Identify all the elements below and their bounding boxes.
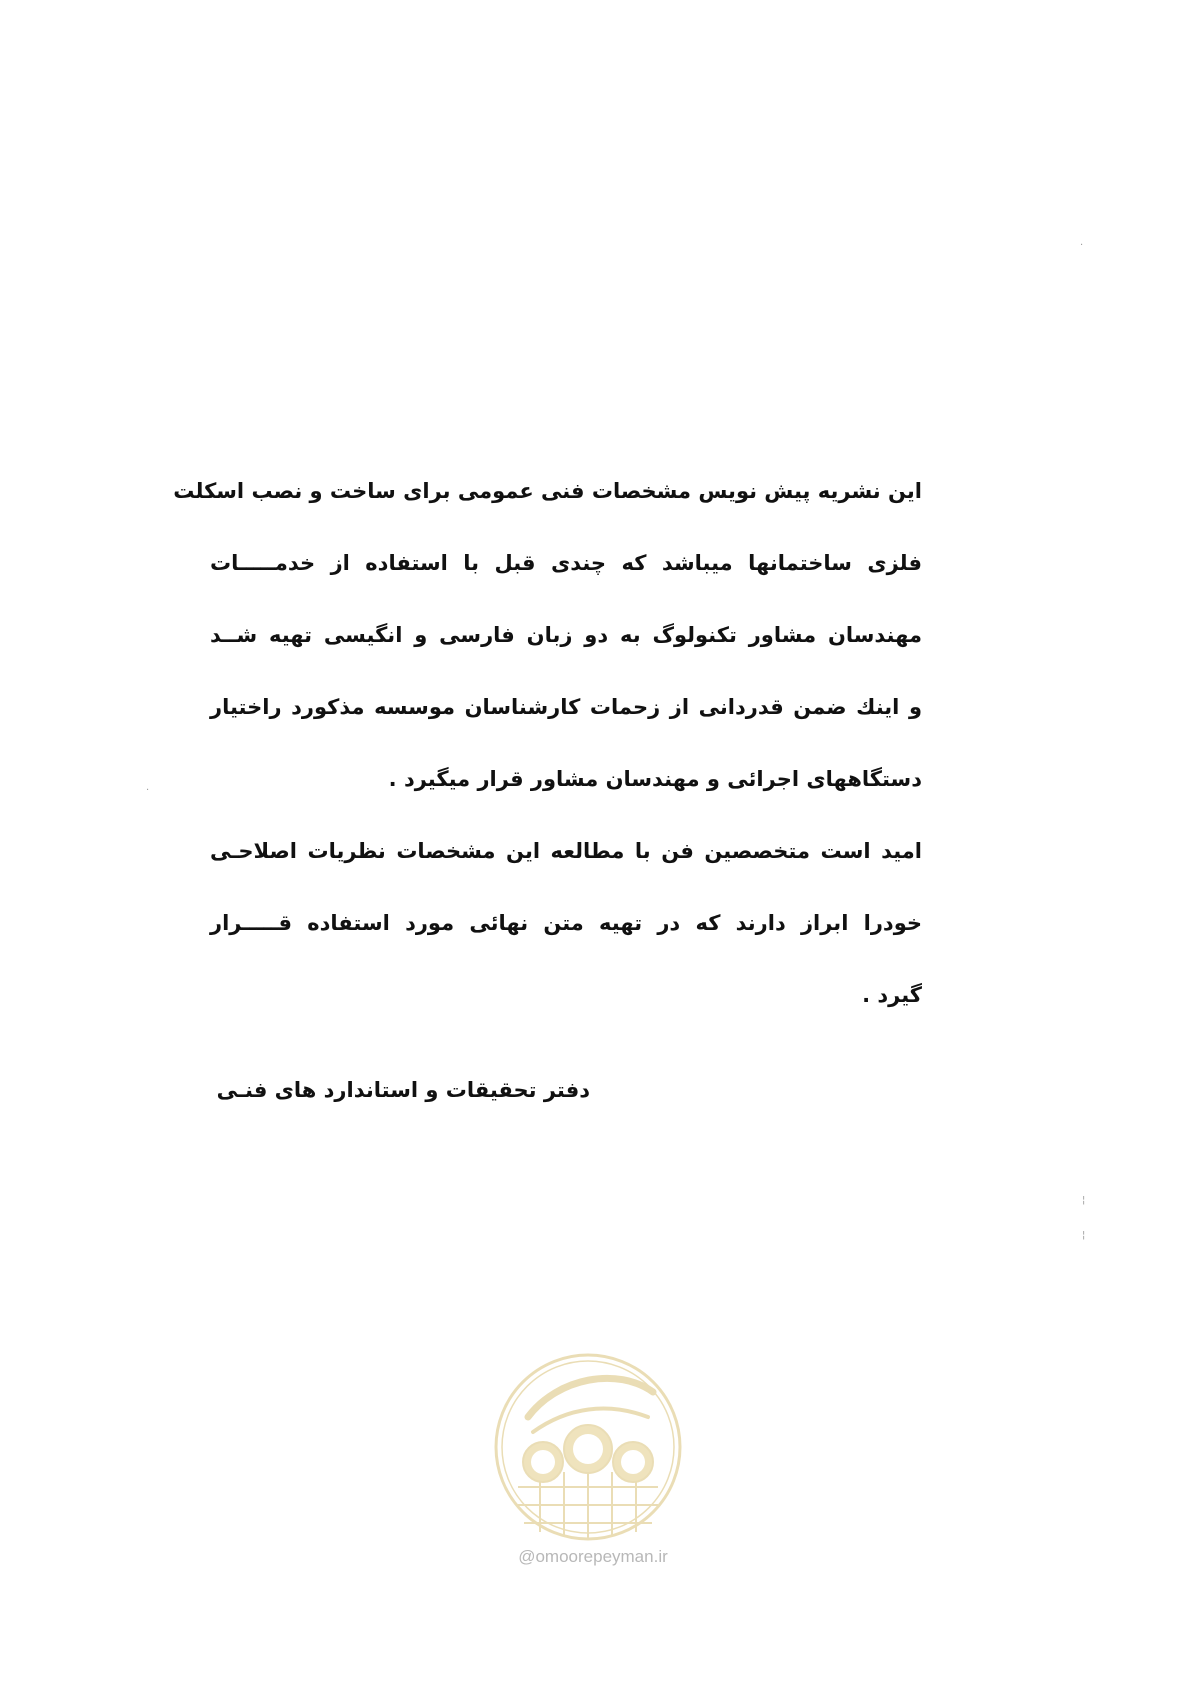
paragraph-2-line-3: گیرد . <box>862 983 922 1007</box>
margin-speck: · <box>146 785 150 796</box>
margin-speck: ¦ <box>1082 1195 1086 1206</box>
margin-speck: · <box>1080 240 1084 251</box>
paragraph-1-line-1: این نشریه پیش نویس مشخصات فنی عمومی برای ساخت و نصب اسکلت <box>173 479 922 503</box>
paragraph-1-line-4: و اینك ضمن قدردانی از زحمات کارشناسان موسسه مذکورد راختیار <box>210 695 922 719</box>
paragraph-2-line-2: خودرا ابراز دارند که در تهیه متن نهائی مورد استفاده قـــــرار <box>210 911 922 935</box>
paragraph-1-line-5: دستگاههای اجرائی و مهندسان مشاور قرار میگیرد . <box>388 767 922 791</box>
margin-speck: ¦ <box>1082 1230 1086 1241</box>
preface-text <box>173 455 922 1031</box>
omoorepeyman-watermark-logo <box>488 1337 688 1567</box>
paragraph-1-line-2: فلزی ساختمانها میباشد که چندی قبل با استفاده از خدمـــــات <box>210 551 922 575</box>
watermark-site: @omoorepeyman.ir <box>518 1547 668 1566</box>
paragraph-1-line-3: مهندسان مشاور تکنولوگ به دو زبان فارسی و انگیسی تهیه شــد <box>210 623 922 647</box>
signature-office: دفتر تحقیقات و استاندارد های فنـی <box>216 1078 590 1102</box>
paragraph-2-line-1: امید است متخصصین فن با مطالعه این مشخصات نظریات اصلاحـی <box>210 839 922 863</box>
